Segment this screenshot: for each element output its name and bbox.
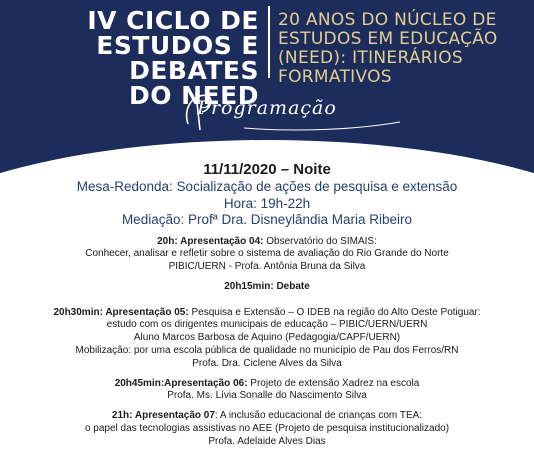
presentation-line: Profa. Ms. Lívia Sonalle do Nascimento Silva [167, 390, 367, 402]
presentation-line: Profa. Adelaide Alves Dias [208, 435, 326, 447]
debate-time: 20h15min: Debate [224, 280, 310, 292]
presentation-title: Pesquisa e Extensão – O IDEB na região do Alto Oeste Potiguar: [188, 306, 481, 318]
presentation-time: 20h: Apresentação 04: [157, 235, 264, 247]
session-hora: Hora: 19h-22h [223, 195, 311, 211]
presentation-title: Observatório do SIMAIS: [263, 235, 377, 247]
presentation-title: Projeto de extensão Xadrez na escola [247, 377, 420, 389]
presentation-line: Profa. Dra. Ciclene Alves da Silva [192, 357, 342, 369]
presentation-time: 21h: Apresentação 07 [111, 410, 215, 422]
event-title-line: DO NEED [128, 81, 259, 110]
event-title-line: IV CICLO DE [87, 6, 259, 35]
header-banner [0, 0, 534, 175]
presentation-line: o papel das tecnologias assistivas no AEE (Projeto de pesquisa institucionalizado) [84, 423, 450, 435]
schedule-content [0, 160, 534, 449]
session-date: 11/11/2020 – Noite [203, 161, 331, 178]
presentation-line: PIBIC/UERN - Profa. Antônia Bruna da Silva [168, 261, 366, 273]
presentation-heading [0, 236, 534, 249]
event-subtitle-line: ESTUDOS EM EDUCAÇÃO [278, 29, 498, 49]
event-subtitle [278, 11, 498, 87]
presentation-06 [0, 378, 534, 404]
event-subtitle-line: (NEED): ITINERÁRIOS [278, 48, 464, 68]
presentation-07 [0, 410, 534, 448]
presentation-heading [0, 410, 534, 423]
presentation-line: Mobilização: por uma escola pública de qualidade no município de Pau dos Ferros/RN [75, 345, 459, 357]
presentation-05 [0, 307, 534, 371]
presentation-title: : A inclusão educacional de crianças com TEA: [214, 410, 423, 422]
session-mediacao: Mediação: Profª Dra. Disneylândia Maria Ribeiro [121, 212, 413, 227]
event-subtitle-line: FORMATIVOS [278, 67, 392, 87]
presentation-line: estudo com os dirigentes municipais de educação – PIBIC/UERN/UERN [106, 319, 428, 331]
debate-item [0, 281, 534, 294]
presentation-time: 20h30min: Apresentação 05: [53, 306, 189, 318]
presentation-time: 20h45min:Apresentação 06: [114, 377, 248, 389]
programacao-heading: Programação [197, 97, 337, 119]
session-mesa: Mesa-Redonda: Socialização de ações de pesquisa e extensão [76, 179, 458, 194]
title-divider [268, 6, 270, 78]
presentation-line: Aluno Marcos Barbosa de Aquino (Pedagogia/CAPF/UERN) [133, 332, 401, 344]
presentation-heading [0, 378, 534, 391]
presentation-04 [0, 236, 534, 274]
event-subtitle-line: 20 ANOS DO NÚCLEO DE [278, 10, 497, 30]
presentation-heading [0, 307, 534, 320]
presentation-line: Conhecer, analisar e refletir sobre o sistema de avaliação do Rio Grande do Norte [85, 248, 449, 260]
event-title-line: ESTUDOS E DEBATES [96, 31, 259, 85]
